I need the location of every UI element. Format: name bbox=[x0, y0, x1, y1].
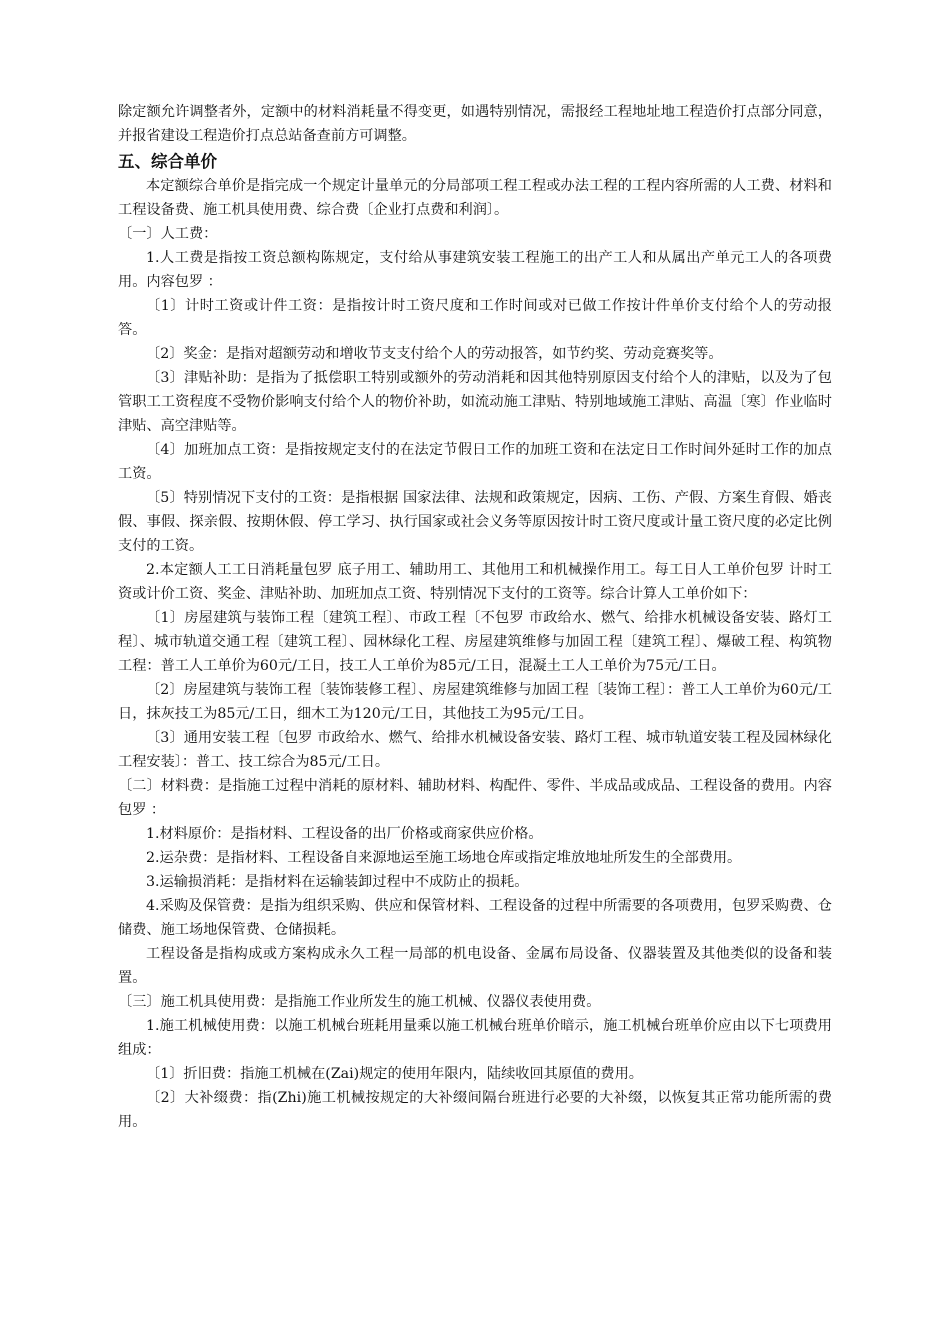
paragraph: 除定额允许调整者外，定额中的材料消耗量不得变更，如遇特别情况，需报经工程地址地工程造价打点部分同意，并报省建设工程造价打点总站备查前方可调整。 bbox=[118, 104, 832, 144]
paragraph: 〔3〕通用安装工程〔包罗 市政给水、燃气、给排水机械设备安装、路灯工程、城市轨道安装工程及园林绿化工程安装〕：普工、技工综合为85元/工日。 bbox=[118, 730, 832, 770]
paragraph: 〔1〕计时工资或计件工资：是指按计时工资尺度和工作时间或对已做工作按计件单价支付给个人的劳动报答。 bbox=[118, 298, 832, 338]
paragraph: 〔2〕房屋建筑与装饰工程〔装饰装修工程〕、房屋建筑维修与加固工程〔装饰工程〕：普工人工单价为60元/工日，抹灰技工为85元/工日，细木工为120元/工日，其他技工为95元/工日。 bbox=[118, 682, 832, 722]
paragraph: 4.采购及保管费：是指为组织采购、供应和保管材料、工程设备的过程中所需要的各项费用，包罗采购费、仓储费、施工场地保管费、仓储损耗。 bbox=[118, 898, 832, 938]
document-body bbox=[118, 100, 832, 1134]
paragraph: 1.人工费是指按工资总额构陈规定，支付给从事建筑安装工程施工的出产工人和从属出产单元工人的各项费用。内容包罗 ： bbox=[118, 250, 832, 290]
paragraph: 1.材料原价：是指材料、工程设备的出厂价格或商家供应价格。 bbox=[146, 826, 543, 842]
paragraph: 2.运杂费：是指材料、工程设备自来源地运至施工场地仓库或指定堆放地址所发生的全部费用。 bbox=[146, 850, 742, 866]
paragraph: 〔3〕津贴补助：是指为了抵偿职工特别或额外的劳动消耗和因其他特别原因支付给个人的津贴，以及为了包管职工工资程度不受物价影响支付给个人的物价补助，如流动施工津贴、特别地域施工津贴、高温〔寒〕作业临时津贴、高空津贴等。 bbox=[118, 370, 832, 434]
subsection-heading: 〔三〕施工机具使用费：是指施工作业所发生的施工机械、仪器仪表使用费。 bbox=[118, 994, 601, 1010]
paragraph: 〔4〕加班加点工资：是指按规定支付的在法定节假日工作的加班工资和在法定日工作时间外延时工作的加点工资。 bbox=[118, 442, 832, 482]
paragraph: 〔5〕特别情况下支付的工资：是指根据 国家法律、法规和政策规定，因病、工伤、产假、方案生育假、婚丧假、事假、探亲假、按期休假、停工学习、执行国家或社会义务等原因按计时工资尺度或计量工资尺度的必定比例支付的工资。 bbox=[118, 490, 832, 554]
paragraph: 〔1〕折旧费：指施工机械在(Zai)规定的使用年限内，陆续收回其原值的费用。 bbox=[146, 1066, 643, 1082]
paragraph: 工程设备是指构成或方案构成永久工程一局部的机电设备、金属布局设备、仪器装置及其他类似的设备和装置。 bbox=[118, 946, 832, 986]
paragraph: 〔2〕大补缀费：指(Zhi)施工机械按规定的大补缀间隔台班进行必要的大补缀，以恢复其正常功能所需的费用。 bbox=[118, 1090, 832, 1130]
subsection-heading: 〔一〕人工费： bbox=[118, 226, 218, 242]
paragraph: 〔2〕奖金：是指对超额劳动和增收节支支付给个人的劳动报答，如节约奖、劳动竞赛奖等。 bbox=[146, 346, 723, 362]
paragraph: 〔1〕房屋建筑与装饰工程〔建筑工程〕、市政工程〔不包罗 市政给水、燃气、给排水机械设备安装、路灯工程〕、城市轨道交通工程〔建筑工程〕、园林绿化工程、房屋建筑维修与加固工程〔建筑工程〕、爆破工程、构筑物工程：普工人工单价为60元/工日，技工人工单价为85元/工日，混凝土工人工单价为75元/工日。 bbox=[118, 610, 832, 674]
paragraph: 3.运输损消耗：是指材料在运输装卸过程中不成防止的损耗。 bbox=[146, 874, 529, 890]
paragraph: 本定额综合单价是指完成一个规定计量单元的分局部项工程工程或办法工程的工程内容所需的人工费、材料和工程设备费、施工机具使用费、综合费〔企业打点费和利润〕。 bbox=[118, 178, 832, 218]
subsection-heading: 〔二〕材料费：是指施工过程中消耗的原材料、辅助材料、构配件、零件、半成品或成品、工程设备的费用。内容包罗 ： bbox=[118, 778, 832, 818]
paragraph: 2.本定额人工工日消耗量包罗 底子用工、辅助用工、其他用工和机械操作用工。每工日人工单价包罗 计时工资或计价工资、奖金、津贴补助、加班加点工资、特别情况下支付的工资等。综合计算人工单价如下： bbox=[118, 562, 832, 602]
paragraph: 1.施工机械使用费：以施工机械台班耗用量乘以施工机械台班单价暗示，施工机械台班单价应由以下七项费用组成： bbox=[118, 1018, 832, 1058]
section-heading: 五、综合单价 bbox=[118, 152, 217, 171]
